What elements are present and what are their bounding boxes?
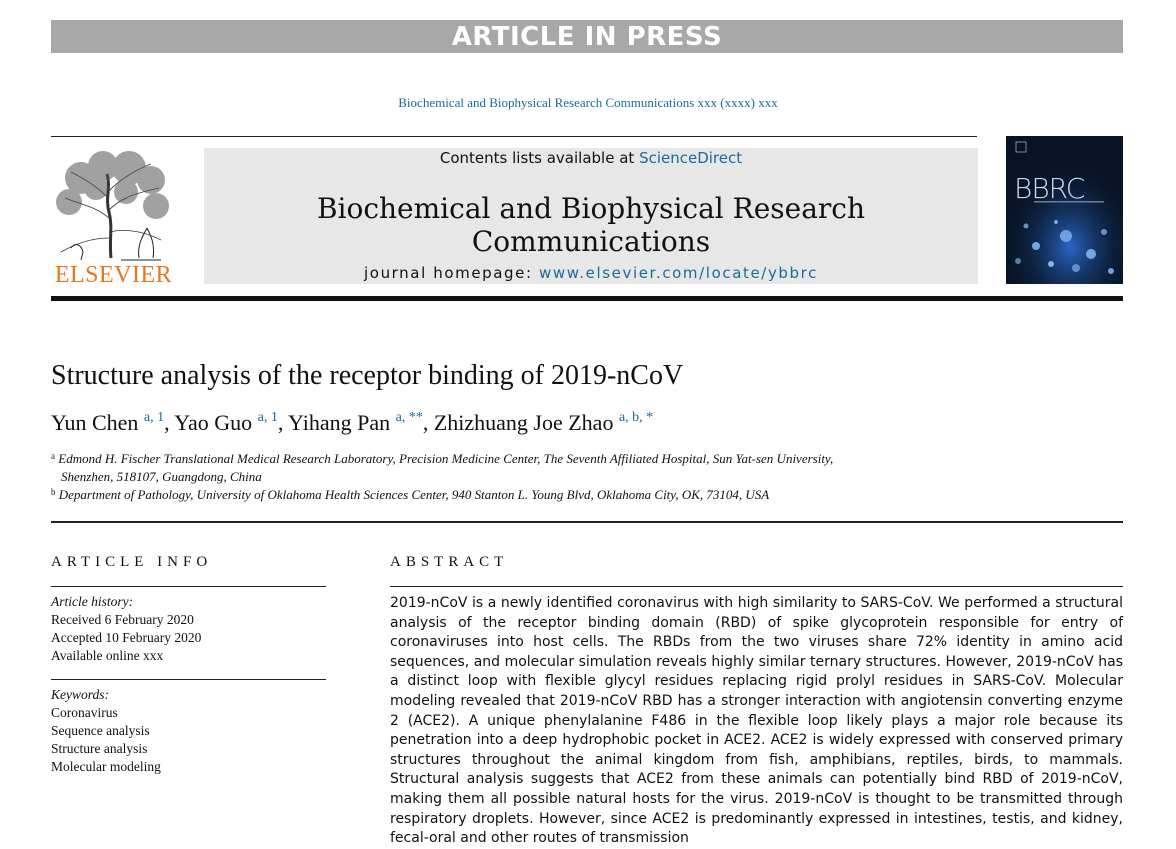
abstract-rule <box>390 586 1123 587</box>
section-rule <box>51 521 1123 523</box>
article-in-press-banner <box>51 20 1123 53</box>
author-list: Yun Chen $^{a, 1}$, Yao Guo $^{a, 1}$, Yihang Pan $^{a, **}$, Zhizhuang Joe Zhao $^{a, b, *}$ <box>51 410 654 435</box>
masthead-rule <box>51 296 1123 301</box>
author-marks[interactable]: a, ** <box>395 410 423 425</box>
article-title: Structure analysis of the receptor binding of 2019-nCoV <box>51 360 684 391</box>
keyword-item: Sequence analysis <box>51 723 150 738</box>
history-label: Article history: <box>51 594 134 609</box>
abstract-text: 2019-nCoV is a newly identified coronavirus with high similarity to SARS-CoV. We performed a structural analysis of the receptor binding domain (RBD) of spike glycoprotein responsible for entry of coronaviruses into host cells. The RBDs from the two viruses share 72% identity in amino acid sequences, and molecular simulation reveals highly similar ternary structures. However, 2019-nCoV has a distinct loop with flexible glycyl residues replacing rigid prolyl residues in SARS-CoV. Molecular modeling revealed that 2019-nCoV RBD has a stronger interaction with angiotensin converting enzyme 2 (ACE2). A unique phenylalanine F486 in the flexible loop likely plays a major role because its penetration into a deep hydrophobic pocket in ACE2. ACE2 is widely expressed with conserved primary structures throughout the animal kingdom from fish, amphibians, reptiles, birds, to mammals. Structural analysis suggests that ACE2 from these animals can potentially bind RBD of 2019-nCoV, making them all possible natural hosts for the virus. 2019-nCoV is thought to be transmitted through respiratory droplets. However, since ACE2 is predominantly expressed in intestines, testis, and kidney, fecal-oral and other routes of transmission <box>390 595 1123 847</box>
article-info-rule <box>51 586 326 587</box>
history-item: Received 6 February 2020 <box>51 612 194 627</box>
homepage-prefix: journal homepage: <box>364 264 533 282</box>
history-item: Available online xxx <box>51 648 164 663</box>
author-marks[interactable]: a, b, * <box>618 410 654 425</box>
author-name[interactable]: Zhizhuang Joe Zhao <box>433 410 614 435</box>
contents-line <box>204 149 978 167</box>
journal-title: Biochemical and Biophysical Research Communications <box>316 192 866 258</box>
article-history <box>51 593 201 665</box>
author-name[interactable]: Yihang Pan <box>288 410 391 435</box>
banner-text: ARTICLE IN PRESS <box>451 21 723 52</box>
affiliation-b: $^b$ Department of Pathology, University of Oklahoma Health Sciences Center, 940 Stanton L. Young Blvd, Oklahoma City, OK, 73104, USA <box>51 487 770 502</box>
affiliation-a: $^a$ Edmond H. Fischer Translational Medical Research Laboratory, Precision Medicine Center, The Seventh Affiliated Hospital, Sun Yat-sen University, <box>51 451 834 466</box>
author-marks[interactable]: a, 1 <box>143 410 165 425</box>
keyword-item: Coronavirus <box>51 705 118 720</box>
article-info-heading: ARTICLE INFO <box>51 554 213 570</box>
journal-cover-image[interactable] <box>1006 136 1123 284</box>
keywords-block <box>51 686 161 776</box>
contents-prefix: Contents lists available at <box>439 149 635 167</box>
header-rule <box>51 136 977 137</box>
journal-masthead <box>204 148 978 284</box>
journal-homepage-line <box>204 264 978 282</box>
homepage-url-link[interactable]: www.elsevier.com/locate/ybbrc <box>539 264 818 282</box>
cover-label: BBRC <box>1014 172 1085 205</box>
elsevier-wordmark: ELSEVIER <box>54 262 173 288</box>
sciencedirect-link[interactable]: ScienceDirect <box>639 149 743 167</box>
keywords-rule <box>51 679 326 680</box>
author-name[interactable]: Yun Chen <box>51 410 139 435</box>
affiliation-a-cont: Shenzhen, 518107, Guangdong, China <box>61 469 262 484</box>
author-marks[interactable]: a, 1 <box>257 410 278 425</box>
history-item: Accepted 10 February 2020 <box>51 630 202 645</box>
abstract-heading: ABSTRACT <box>390 554 509 570</box>
keyword-item: Structure analysis <box>51 741 148 756</box>
journal-citation-link[interactable]: Biochemical and Biophysical Research Communications xxx (xxxx) xxx <box>398 95 778 110</box>
keywords-label: Keywords: <box>51 687 109 702</box>
keyword-item: Molecular modeling <box>51 759 161 774</box>
author-name[interactable]: Yao Guo <box>174 410 253 435</box>
